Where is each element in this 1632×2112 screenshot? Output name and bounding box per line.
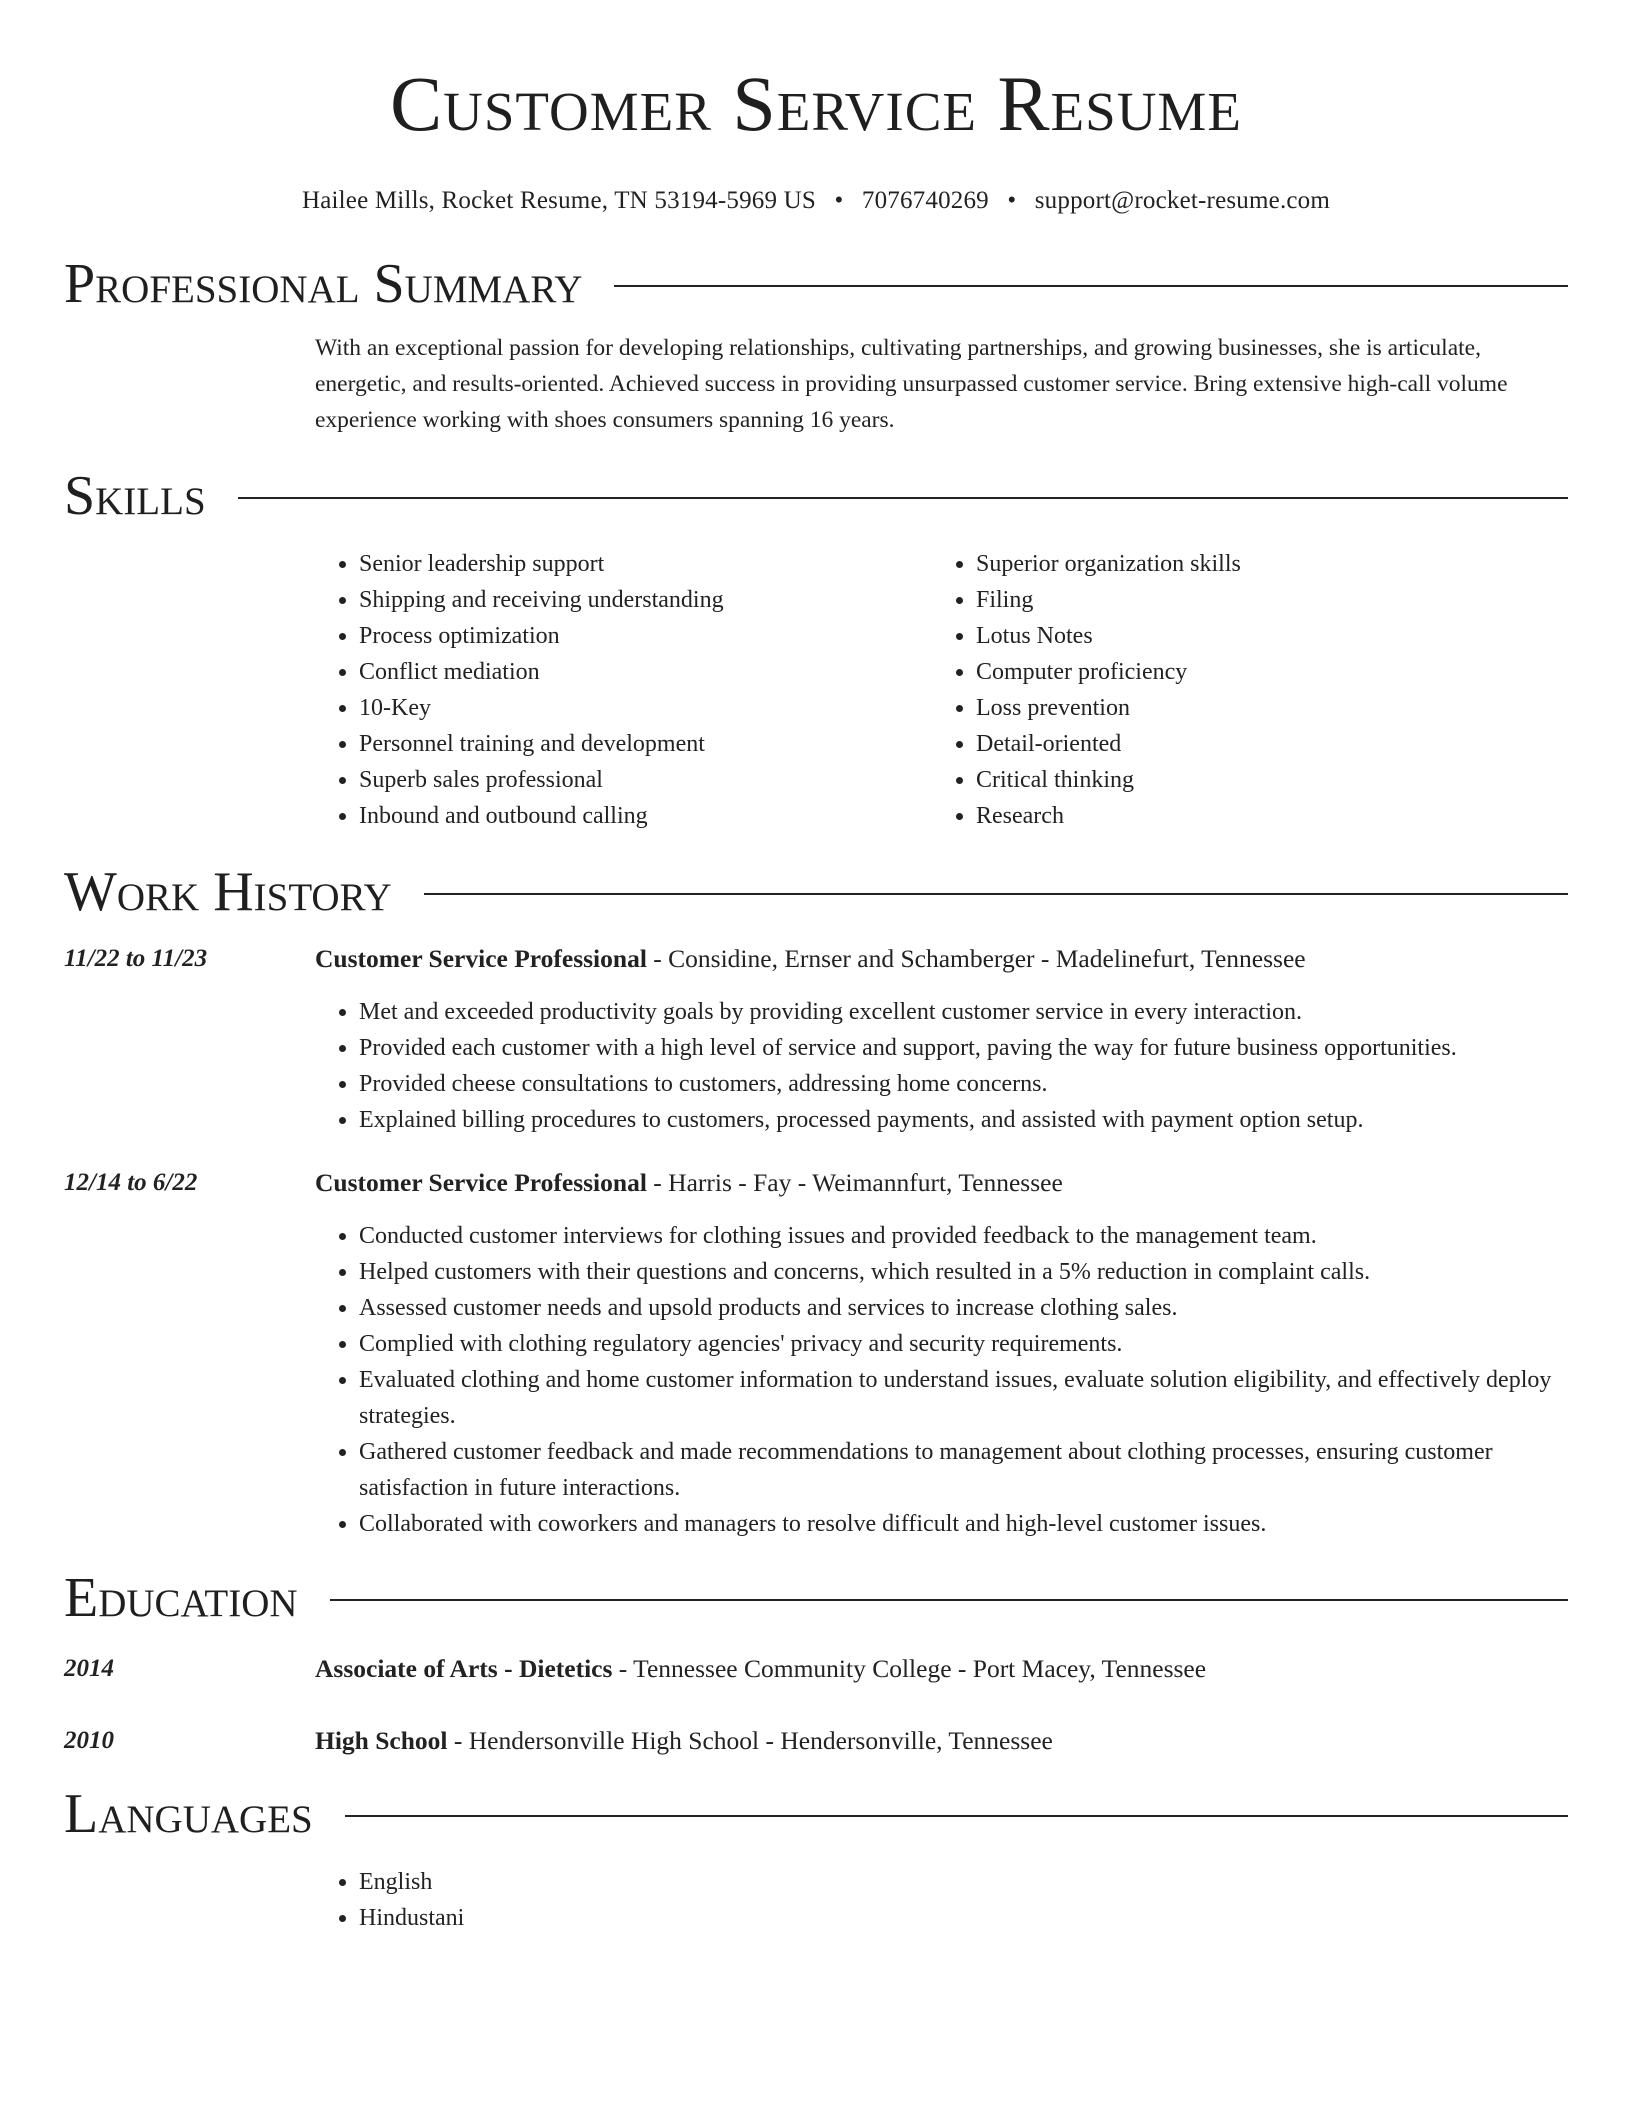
- skill-item: • Inbound and outbound calling: [359, 798, 932, 834]
- education-body: [315, 1724, 1568, 1758]
- job-bullet: • Provided cheese consultations to customers, addressing home concerns.: [359, 1066, 1568, 1102]
- education-heading: [315, 1724, 1568, 1758]
- languages-bullets: [315, 1864, 1568, 1936]
- section-title-work: Work History: [64, 861, 392, 923]
- language-item: • English: [359, 1864, 1568, 1900]
- job-bullet: • Provided each customer with a high level of service and support, paving the way for future business opportunities.: [359, 1030, 1568, 1066]
- job-bullets: [315, 994, 1568, 1138]
- languages-list: [315, 1864, 1568, 1936]
- resume-title: Customer Service Resume: [390, 60, 1242, 147]
- job-dates: 12/14 to 6/22: [64, 1169, 198, 1196]
- job-entry: [64, 942, 1568, 1138]
- contact-email: support@rocket-resume.com: [1034, 187, 1331, 214]
- job-dates: 11/22 to 11/23: [64, 945, 208, 972]
- section-header-summary: [64, 252, 1568, 316]
- job-heading: [315, 942, 1568, 976]
- section-divider: [614, 285, 1568, 287]
- education-details: - Hendersonville High School - Hendersonville, Tennessee: [447, 1726, 1053, 1755]
- skills-list: [315, 546, 1568, 834]
- skill-item: • Process optimization: [359, 618, 932, 654]
- education-degree: High School: [315, 1726, 448, 1755]
- education-body: [315, 1652, 1568, 1686]
- education-heading: [315, 1652, 1568, 1686]
- skill-item: • Superior organization skills: [976, 546, 1549, 582]
- education-details: - Tennessee Community College - Port Macey, Tennessee: [612, 1654, 1207, 1683]
- job-entry: [64, 1166, 1568, 1542]
- skill-item: • Critical thinking: [976, 762, 1549, 798]
- job-bullet: • Conducted customer interviews for clothing issues and provided feedback to the management team.: [359, 1218, 1568, 1254]
- section-divider: [330, 1599, 1568, 1601]
- skills-column-right: [932, 546, 1549, 834]
- skill-item: • Shipping and receiving understanding: [359, 582, 932, 618]
- summary-text: With an exceptional passion for developing relationships, cultivating partnerships, and growing businesses, she is articulate, energetic, and results-oriented. Achieved success in providing unsurpassed customer service. Bring extensive high-call volume experience working with shoes consumers spanning 16 years.: [315, 335, 1508, 433]
- contact-address: Hailee Mills, Rocket Resume, TN 53194-5969 US: [301, 187, 817, 214]
- job-details: - Harris - Fay - Weimannfurt, Tennessee: [646, 1168, 1063, 1197]
- job-bullet: • Gathered customer feedback and made recommendations to management about clothing processes, ensuring customer satisfaction in future interactions.: [359, 1434, 1568, 1506]
- skill-item: • Filing: [976, 582, 1549, 618]
- section-title-skills: Skills: [64, 465, 206, 527]
- job-bullet: • Met and exceeded productivity goals by providing excellent customer service in every interaction.: [359, 994, 1568, 1030]
- skills-column-left: [315, 546, 932, 834]
- job-body: [315, 942, 1568, 1138]
- job-bullet: • Explained billing procedures to customers, processed payments, and assisted with payment option setup.: [359, 1102, 1568, 1138]
- section-header-languages: [64, 1782, 1568, 1846]
- job-bullet: • Complied with clothing regulatory agencies' privacy and security requirements.: [359, 1326, 1568, 1362]
- contact-separator: •: [834, 187, 844, 214]
- section-divider: [424, 893, 1568, 895]
- skill-item: • Senior leadership support: [359, 546, 932, 582]
- section-title-languages: Languages: [64, 1783, 313, 1845]
- section-header-education: [64, 1566, 1568, 1630]
- job-bullet: • Assessed customer needs and upsold products and services to increase clothing sales.: [359, 1290, 1568, 1326]
- skill-item: • Superb sales professional: [359, 762, 932, 798]
- education-entry: [64, 1724, 1568, 1758]
- job-bullet: • Collaborated with coworkers and managers to resolve difficult and high-level customer issues.: [359, 1506, 1568, 1542]
- job-title: Customer Service Professional: [315, 1168, 647, 1197]
- education-year: 2014: [64, 1655, 114, 1682]
- education-year: 2010: [64, 1727, 114, 1754]
- skill-item: • Loss prevention: [976, 690, 1549, 726]
- skill-item: • Lotus Notes: [976, 618, 1549, 654]
- skill-item: • Research: [976, 798, 1549, 834]
- job-details: - Considine, Ernser and Schamberger - Madelinefurt, Tennessee: [646, 944, 1306, 973]
- contact-separator: •: [1007, 187, 1017, 214]
- job-title: Customer Service Professional: [315, 944, 647, 973]
- job-body: [315, 1166, 1568, 1542]
- skill-item: • Conflict mediation: [359, 654, 932, 690]
- section-divider: [238, 497, 1568, 499]
- contact-line: [64, 186, 1568, 216]
- skill-item: • Detail-oriented: [976, 726, 1549, 762]
- education-degree: Associate of Arts - Dietetics: [315, 1654, 613, 1683]
- contact-phone: 7076740269: [861, 187, 989, 214]
- section-header-work: [64, 860, 1568, 924]
- job-bullet: • Helped customers with their questions and concerns, which resulted in a 5% reduction in complaint calls.: [359, 1254, 1568, 1290]
- education-entry: [64, 1652, 1568, 1686]
- section-divider: [345, 1815, 1568, 1817]
- skill-item: • Personnel training and development: [359, 726, 932, 762]
- section-title-education: Education: [64, 1567, 298, 1629]
- language-item: • Hindustani: [359, 1900, 1568, 1936]
- section-header-skills: [64, 464, 1568, 528]
- job-bullet: • Evaluated clothing and home customer information to understand issues, evaluate solution eligibility, and effectively deploy strategies.: [359, 1362, 1568, 1434]
- job-bullets: [315, 1218, 1568, 1542]
- skill-item: • Computer proficiency: [976, 654, 1549, 690]
- section-title-summary: Professional Summary: [64, 253, 583, 315]
- skill-item: • 10-Key: [359, 690, 932, 726]
- job-heading: [315, 1166, 1568, 1200]
